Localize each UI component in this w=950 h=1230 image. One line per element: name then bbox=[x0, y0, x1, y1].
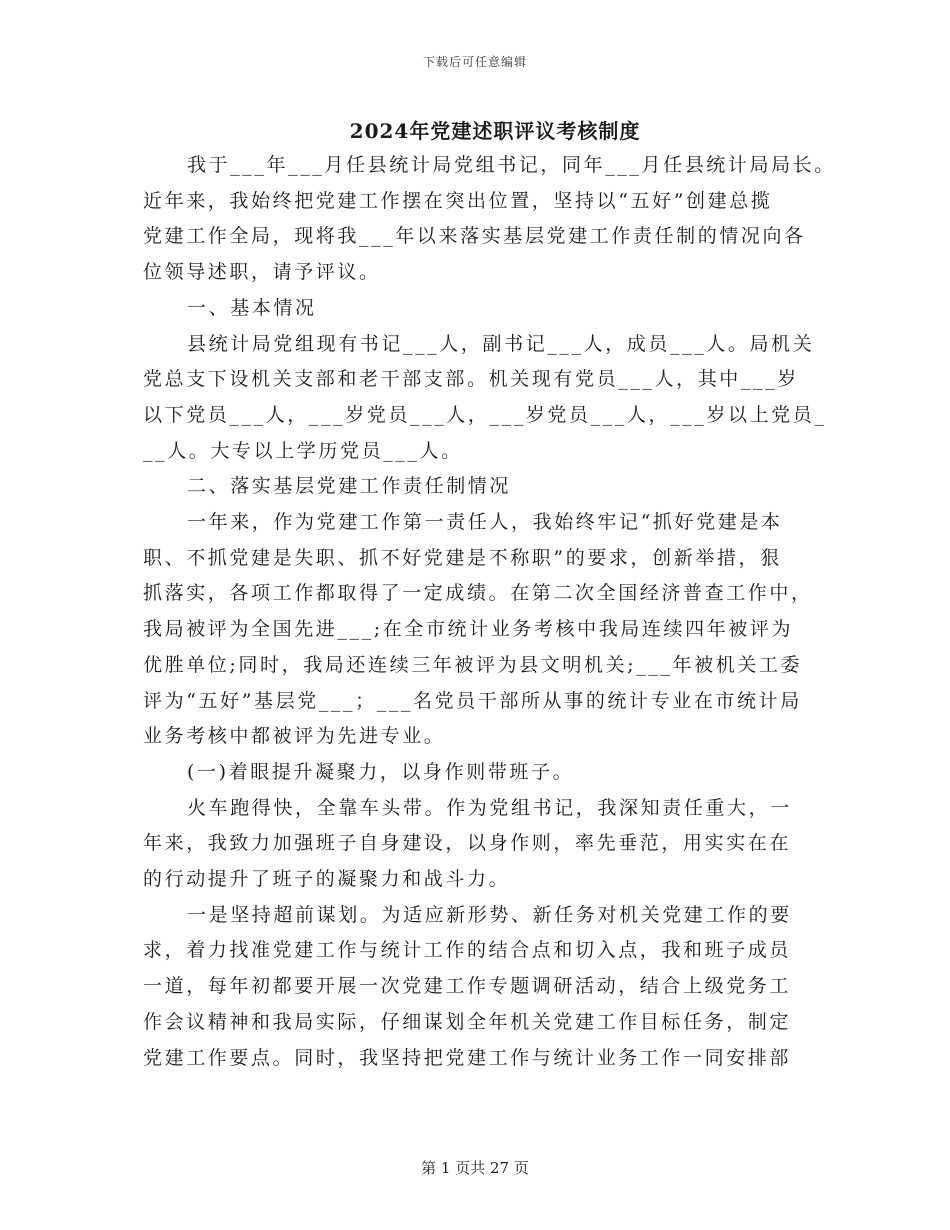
section-heading: 二、落实基层党建工作责任制情况 bbox=[187, 475, 512, 498]
document-title: 2024年党建述职评议考核制度 bbox=[349, 119, 641, 143]
subsection-heading: (一)着眼提升凝聚力，以身作则带班子。 bbox=[187, 760, 575, 783]
body-line: 职、不抓党建是失职、抓不好党建是不称职”的要求，创新举措，狠 bbox=[143, 546, 782, 569]
body-line: 年来，我致力加强班子自身建设，以身作则，率先垂范，用实实在在 bbox=[143, 832, 792, 855]
body-line: 我局被评为全国先进___;在全市统计业务考核中我局连续四年被评为 bbox=[143, 618, 794, 641]
body-line: 作会议精神和我局实际，仔细谋划全年机关党建工作目标任务，制定 bbox=[143, 1010, 792, 1033]
page-number-footer: 第 1 页共 27 页 bbox=[421, 1159, 529, 1177]
body-line: 一道，每年初都要开展一次党建工作专题调研活动，结合上级党务工 bbox=[143, 975, 792, 998]
body-line: 党总支下设机关支部和老干部支部。机关现有党员___人，其中___岁 bbox=[143, 368, 799, 391]
body-line: 火车跑得快，全靠车头带。作为党组书记，我深知责任重大，一 bbox=[187, 796, 792, 819]
document-body bbox=[143, 148, 836, 1076]
body-line: 的行动提升了班子的凝聚力和战斗力。 bbox=[143, 868, 511, 891]
body-line: 抓落实，各项工作都取得了一定成绩。在第二次全国经济普查工作中， bbox=[143, 582, 813, 605]
header-note: 下载后可任意编辑 bbox=[422, 55, 527, 69]
body-line: 优胜单位;同时，我局还连续三年被评为县文明机关;___年被机关工委 bbox=[143, 653, 803, 676]
body-line: 党建工作要点。同时，我坚持把党建工作与统计业务工作一同安排部 bbox=[143, 1046, 792, 1069]
body-line: 以下党员___人，___岁党员___人，___岁党员___人，___岁以上党员_ bbox=[143, 403, 827, 426]
body-line: 县统计局党组现有书记___人，副书记___人，成员___人。局机关 bbox=[187, 332, 815, 355]
body-line: 一年来，作为党建工作第一责任人，我始终牢记“抓好党建是本 bbox=[187, 511, 783, 534]
body-line: 评为“五好”基层党___；___名党员干部所从事的统计专业在市统计局 bbox=[143, 689, 802, 712]
body-line: 求，着力找准党建工作与统计工作的结合点和切入点，我和班子成员 bbox=[143, 939, 792, 962]
body-line: 位领导述职，请予评议。 bbox=[143, 261, 381, 284]
body-line: 党建工作全局，现将我___年以来落实基层党建工作责任制的情况向各 bbox=[143, 225, 806, 248]
body-line: 我于___年___月任县统计局党组书记，同年___月任县统计局局长。 bbox=[187, 154, 836, 176]
body-line: 近年来，我始终把党建工作摆在突出位置，坚持以“五好”创建总揽 bbox=[143, 189, 773, 212]
section-heading: 一、基本情况 bbox=[187, 296, 317, 319]
body-line: 一是坚持超前谋划。为适应新形势、新任务对机关党建工作的要 bbox=[187, 903, 792, 926]
body-line: __人。大专以上学历党员___人。 bbox=[143, 439, 463, 462]
body-line: 业务考核中都被评为先进专业。 bbox=[143, 725, 446, 748]
